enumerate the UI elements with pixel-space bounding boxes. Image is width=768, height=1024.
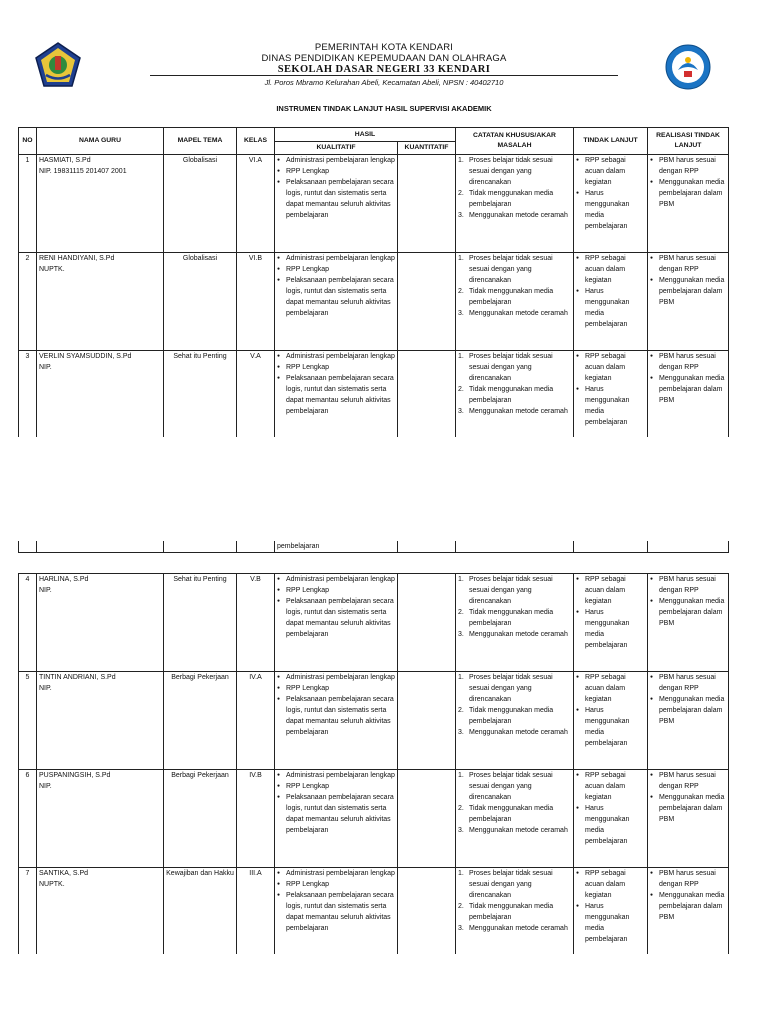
note-item: 1. Proses belajar tidak sesuai sesuai dengan yang direncanakan [458, 870, 553, 899]
note-text: Proses belajar tidak sesuai sesuai dengan yang direncanakan [469, 772, 553, 801]
note-item: 3. Menggunakan metode ceramah [458, 729, 568, 736]
follow-up-item: ● RPP sebagai acuan dalam kegiatan [576, 770, 645, 803]
follow-up-item: ● Harus menggunakan media pembelajaran [576, 384, 645, 428]
letterhead-divider [150, 75, 618, 76]
row-number [19, 574, 37, 672]
qualitative-item: ● Administrasi pembelajaran lengkap [277, 351, 395, 362]
note-text: Tidak menggunakan media pembelajaran [469, 609, 554, 627]
table-row [19, 770, 729, 868]
follow-up-item: ● Harus menggunakan media pembelajaran [576, 286, 645, 330]
notes-cell [456, 868, 574, 955]
notes-cell [456, 253, 574, 351]
realization-item: ● PBM harus sesuai dengan RPP [650, 770, 726, 792]
subject-theme: Berbagi Pekerjaan [171, 674, 229, 681]
qualitative-item: ● Pelaksanaan pembelajaran secara logis, runtut dan sistematis serta dapat memantau seluruh aktivitas pembelajaran [277, 177, 395, 221]
qualitative-item: ● Administrasi pembelajaran lengkap [277, 574, 395, 585]
note-item: 2. Tidak menggunakan media pembelajaran [458, 190, 554, 208]
col-kelas: KELAS [237, 128, 275, 155]
notes-cell [456, 770, 574, 868]
note-item: 2. Tidak menggunakan media pembelajaran [458, 707, 554, 725]
qualitative-item: ● RPP Lengkap [277, 879, 395, 890]
follow-up-item: ● RPP sebagai acuan dalam kegiatan [576, 672, 645, 705]
col-no: NO [19, 128, 37, 155]
subject-theme-cell [164, 155, 237, 253]
subject-theme-cell [164, 770, 237, 868]
row-number [19, 868, 37, 955]
qualitative-cell [275, 253, 398, 351]
quantitative-cell [398, 868, 456, 955]
follow-up-cell [574, 672, 648, 770]
teacher-name: VERLIN SYAMSUDDIN, S.Pd [39, 353, 132, 360]
col-hasil: HASIL [275, 128, 456, 142]
follow-up-item: ● Harus menggunakan media pembelajaran [576, 705, 645, 749]
realization-cell [648, 868, 729, 955]
subject-theme: Sehat itu Penting [173, 576, 227, 583]
row-number-text: 3 [25, 353, 30, 360]
qualitative-item: ● Administrasi pembelajaran lengkap [277, 868, 395, 879]
row-number-text: 5 [25, 674, 30, 681]
realization-item: ● Menggunakan media pembelajaran dalam PBM [650, 373, 726, 406]
notes-cell [456, 155, 574, 253]
note-item: 2. Tidak menggunakan media pembelajaran [458, 805, 554, 823]
note-item: 2. Tidak menggunakan media pembelajaran [458, 288, 554, 306]
realization-item: ● Menggunakan media pembelajaran dalam PBM [650, 694, 726, 727]
teacher-cell [37, 672, 164, 770]
qualitative-item: ● Pelaksanaan pembelajaran secara logis, runtut dan sistematis serta dapat memantau seluruh aktivitas pembelajaran [277, 373, 395, 417]
table-row [19, 868, 729, 955]
follow-up-item: ● Harus menggunakan media pembelajaran [576, 901, 645, 945]
row-number [19, 351, 37, 438]
note-item: 1. Proses belajar tidak sesuai sesuai dengan yang direncanakan [458, 674, 553, 703]
subject-theme: Berbagi Pekerjaan [171, 772, 229, 779]
realization-item: ● PBM harus sesuai dengan RPP [650, 351, 726, 373]
subject-theme: Globalisasi [182, 255, 218, 262]
supervision-table-part-2 [18, 573, 729, 954]
qualitative-cell [275, 574, 398, 672]
note-item: 3. Menggunakan metode ceramah [458, 408, 568, 415]
supervision-table-part-1 [18, 127, 729, 437]
teacher-id: NIP. [39, 783, 52, 790]
note-item: 3. Menggunakan metode ceramah [458, 212, 568, 219]
follow-up-item: ● RPP sebagai acuan dalam kegiatan [576, 155, 645, 188]
qualitative-item: ● RPP Lengkap [277, 166, 395, 177]
teacher-cell [37, 770, 164, 868]
subject-theme-cell [164, 868, 237, 955]
qualitative-item: ● Pelaksanaan pembelajaran secara logis, runtut dan sistematis serta dapat memantau seluruh aktivitas pembelajaran [277, 596, 395, 640]
continued-text: pembelajaran [275, 541, 398, 553]
row-number-text: 6 [25, 772, 30, 779]
kendari-city-emblem [34, 42, 82, 88]
col-nama-guru: NAMA GURU [37, 128, 164, 155]
follow-up-item: ● RPP sebagai acuan dalam kegiatan [576, 868, 645, 901]
class-name: VI.B [248, 255, 263, 262]
class-cell [237, 868, 275, 955]
teacher-cell [37, 253, 164, 351]
qualitative-item: ● Pelaksanaan pembelajaran secara logis, runtut dan sistematis serta dapat memantau seluruh aktivitas pembelajaran [277, 792, 395, 836]
notes-cell [456, 351, 574, 438]
note-text: Tidak menggunakan media pembelajaran [469, 805, 554, 823]
note-text: Tidak menggunakan media pembelajaran [469, 707, 554, 725]
qualitative-item: ● Administrasi pembelajaran lengkap [277, 155, 395, 166]
teacher-name: HARLINA, S.Pd [39, 576, 89, 583]
teacher-id: NIP. [39, 685, 52, 692]
follow-up-cell [574, 253, 648, 351]
note-item: 1. Proses belajar tidak sesuai sesuai dengan yang direncanakan [458, 353, 553, 382]
class-name: VI.A [248, 157, 263, 164]
realization-item: ● PBM harus sesuai dengan RPP [650, 253, 726, 275]
note-text: Proses belajar tidak sesuai sesuai dengan yang direncanakan [469, 157, 553, 186]
teacher-id: NIP. 19831115 201407 2001 [39, 168, 127, 175]
follow-up-cell [574, 868, 648, 955]
qualitative-cell [275, 672, 398, 770]
note-text: Menggunakan metode ceramah [469, 729, 568, 736]
row-number-text: 1 [25, 157, 30, 164]
follow-up-item: ● RPP sebagai acuan dalam kegiatan [576, 351, 645, 384]
subject-theme-cell [164, 351, 237, 438]
follow-up-cell [574, 770, 648, 868]
row-number-text: 2 [25, 255, 30, 262]
realization-item: ● Menggunakan media pembelajaran dalam PBM [650, 596, 726, 629]
teacher-name: HASMIATI, S.Pd [39, 157, 91, 164]
quantitative-cell [398, 574, 456, 672]
row-number [19, 770, 37, 868]
class-cell [237, 770, 275, 868]
realization-item: ● PBM harus sesuai dengan RPP [650, 868, 726, 890]
follow-up-item: ● Harus menggunakan media pembelajaran [576, 607, 645, 651]
note-text: Proses belajar tidak sesuai sesuai dengan yang direncanakan [469, 870, 553, 899]
quantitative-cell [398, 351, 456, 438]
qualitative-item: ● Administrasi pembelajaran lengkap [277, 672, 395, 683]
col-catatan: CATATAN KHUSUS/AKAR MASALAH [456, 128, 574, 155]
qualitative-cell [275, 351, 398, 438]
follow-up-item: ● RPP sebagai acuan dalam kegiatan [576, 574, 645, 607]
qualitative-cell [275, 868, 398, 955]
realization-item: ● Menggunakan media pembelajaran dalam PBM [650, 177, 726, 210]
note-item: 1. Proses belajar tidak sesuai sesuai dengan yang direncanakan [458, 157, 553, 186]
class-name: IV.A [249, 674, 262, 681]
qualitative-item: ● Pelaksanaan pembelajaran secara logis, runtut dan sistematis serta dapat memantau seluruh aktivitas pembelajaran [277, 890, 395, 934]
class-name: III.A [249, 870, 262, 877]
note-item: 1. Proses belajar tidak sesuai sesuai dengan yang direncanakan [458, 255, 553, 284]
realization-cell [648, 672, 729, 770]
col-realisasi: REALISASI TINDAK LANJUT [648, 128, 729, 155]
quantitative-cell [398, 770, 456, 868]
teacher-name: SANTIKA, S.Pd [39, 870, 89, 877]
notes-cell [456, 672, 574, 770]
teacher-id: NUPTK. [39, 266, 65, 273]
department-name: DINAS PENDIDIKAN KEPEMUDAAN DAN OLAHRAGA [261, 53, 507, 64]
class-cell [237, 574, 275, 672]
col-tindak-lanjut: TINDAK LANJUT [574, 128, 648, 155]
note-text: Tidak menggunakan media pembelajaran [469, 288, 554, 306]
subject-theme: Kewajiban dan Hakku [166, 870, 234, 877]
class-name: IV.B [249, 772, 262, 779]
teacher-name: PUSPANINGSIH, S.Pd [39, 772, 111, 779]
tut-wuri-handayani-emblem [665, 44, 711, 90]
teacher-id: NIP. [39, 364, 52, 371]
qualitative-item: ● RPP Lengkap [277, 585, 395, 596]
qualitative-item: ● RPP Lengkap [277, 264, 395, 275]
school-address: Jl. Poros Mbramo Kelurahan Abeli, Kecamatan Abeli, NPSN : 40402710 [264, 78, 504, 87]
class-cell [237, 672, 275, 770]
notes-cell [456, 574, 574, 672]
note-text: Menggunakan metode ceramah [469, 827, 568, 834]
note-text: Tidak menggunakan media pembelajaran [469, 190, 554, 208]
teacher-id: NIP. [39, 587, 52, 594]
realization-item: ● PBM harus sesuai dengan RPP [650, 574, 726, 596]
class-cell [237, 351, 275, 438]
note-text: Menggunakan metode ceramah [469, 408, 568, 415]
note-text: Proses belajar tidak sesuai sesuai dengan yang direncanakan [469, 674, 553, 703]
teacher-name: RENI HANDIYANI, S.Pd [39, 255, 115, 262]
qualitative-item: ● Administrasi pembelajaran lengkap [277, 253, 395, 264]
row-number [19, 253, 37, 351]
note-text: Menggunakan metode ceramah [469, 310, 568, 317]
class-cell [237, 155, 275, 253]
note-item: 2. Tidak menggunakan media pembelajaran [458, 386, 554, 404]
table-row [19, 672, 729, 770]
subject-theme-cell [164, 672, 237, 770]
school-name: SEKOLAH DASAR NEGERI 33 KENDARI [277, 64, 491, 75]
note-item: 1. Proses belajar tidak sesuai sesuai dengan yang direncanakan [458, 576, 553, 605]
realization-item: ● Menggunakan media pembelajaran dalam PBM [650, 890, 726, 923]
col-mapel-tema: MAPEL TEMA [164, 128, 237, 155]
qualitative-cell [275, 770, 398, 868]
quantitative-cell [398, 155, 456, 253]
subject-theme: Sehat itu Penting [173, 353, 227, 360]
row-number-text: 7 [25, 870, 30, 877]
subject-theme: Globalisasi [182, 157, 218, 164]
qualitative-item: ● RPP Lengkap [277, 362, 395, 373]
realization-item: ● PBM harus sesuai dengan RPP [650, 672, 726, 694]
row-number [19, 155, 37, 253]
realization-cell [648, 253, 729, 351]
note-text: Proses belajar tidak sesuai sesuai dengan yang direncanakan [469, 576, 553, 605]
note-text: Tidak menggunakan media pembelajaran [469, 386, 554, 404]
class-name: V.A [250, 353, 261, 360]
continued-row [18, 541, 729, 553]
teacher-cell [37, 155, 164, 253]
table-row [19, 351, 729, 438]
table-row [19, 253, 729, 351]
teacher-id: NUPTK. [39, 881, 65, 888]
realization-cell [648, 351, 729, 438]
note-text: Menggunakan metode ceramah [469, 212, 568, 219]
document-title: INSTRUMEN TINDAK LANJUT HASIL SUPERVISI AKADEMIK [276, 104, 492, 113]
subject-theme-cell [164, 574, 237, 672]
class-name: V.B [250, 576, 261, 583]
follow-up-item: ● Harus menggunakan media pembelajaran [576, 188, 645, 232]
row-number-text: 4 [25, 576, 30, 583]
realization-item: ● PBM harus sesuai dengan RPP [650, 155, 726, 177]
table-row [19, 574, 729, 672]
realization-cell [648, 574, 729, 672]
note-item: 2. Tidak menggunakan media pembelajaran [458, 903, 554, 921]
follow-up-cell [574, 574, 648, 672]
col-kuantitatif: KUANTITATIF [398, 142, 456, 155]
class-cell [237, 253, 275, 351]
note-item: 3. Menggunakan metode ceramah [458, 631, 568, 638]
follow-up-item: ● Harus menggunakan media pembelajaran [576, 803, 645, 847]
quantitative-cell [398, 253, 456, 351]
note-item: 1. Proses belajar tidak sesuai sesuai dengan yang direncanakan [458, 772, 553, 801]
realization-item: ● Menggunakan media pembelajaran dalam PBM [650, 275, 726, 308]
follow-up-cell [574, 351, 648, 438]
teacher-name: TINTIN ANDRIANI, S.Pd [39, 674, 116, 681]
note-item: 3. Menggunakan metode ceramah [458, 310, 568, 317]
note-text: Menggunakan metode ceramah [469, 925, 568, 932]
follow-up-item: ● RPP sebagai acuan dalam kegiatan [576, 253, 645, 286]
realization-cell [648, 155, 729, 253]
teacher-cell [37, 868, 164, 955]
qualitative-item: ● Pelaksanaan pembelajaran secara logis, runtut dan sistematis serta dapat memantau seluruh aktivitas pembelajaran [277, 694, 395, 738]
follow-up-cell [574, 155, 648, 253]
teacher-cell [37, 574, 164, 672]
note-text: Menggunakan metode ceramah [469, 631, 568, 638]
realization-item: ● Menggunakan media pembelajaran dalam PBM [650, 792, 726, 825]
note-item: 3. Menggunakan metode ceramah [458, 925, 568, 932]
qualitative-item: ● Pelaksanaan pembelajaran secara logis, runtut dan sistematis serta dapat memantau seluruh aktivitas pembelajaran [277, 275, 395, 319]
qualitative-item: ● RPP Lengkap [277, 781, 395, 792]
note-text: Proses belajar tidak sesuai sesuai dengan yang direncanakan [469, 255, 553, 284]
table-row [19, 155, 729, 253]
teacher-cell [37, 351, 164, 438]
qualitative-cell [275, 155, 398, 253]
qualitative-item: ● Administrasi pembelajaran lengkap [277, 770, 395, 781]
note-item: 2. Tidak menggunakan media pembelajaran [458, 609, 554, 627]
realization-cell [648, 770, 729, 868]
qualitative-item: ● RPP Lengkap [277, 683, 395, 694]
note-text: Proses belajar tidak sesuai sesuai dengan yang direncanakan [469, 353, 553, 382]
note-item: 3. Menggunakan metode ceramah [458, 827, 568, 834]
col-kualitatif: KUALITATIF [275, 142, 398, 155]
quantitative-cell [398, 672, 456, 770]
note-text: Tidak menggunakan media pembelajaran [469, 903, 554, 921]
row-number [19, 672, 37, 770]
government-name: PEMERINTAH KOTA KENDARI [314, 42, 454, 53]
subject-theme-cell [164, 253, 237, 351]
